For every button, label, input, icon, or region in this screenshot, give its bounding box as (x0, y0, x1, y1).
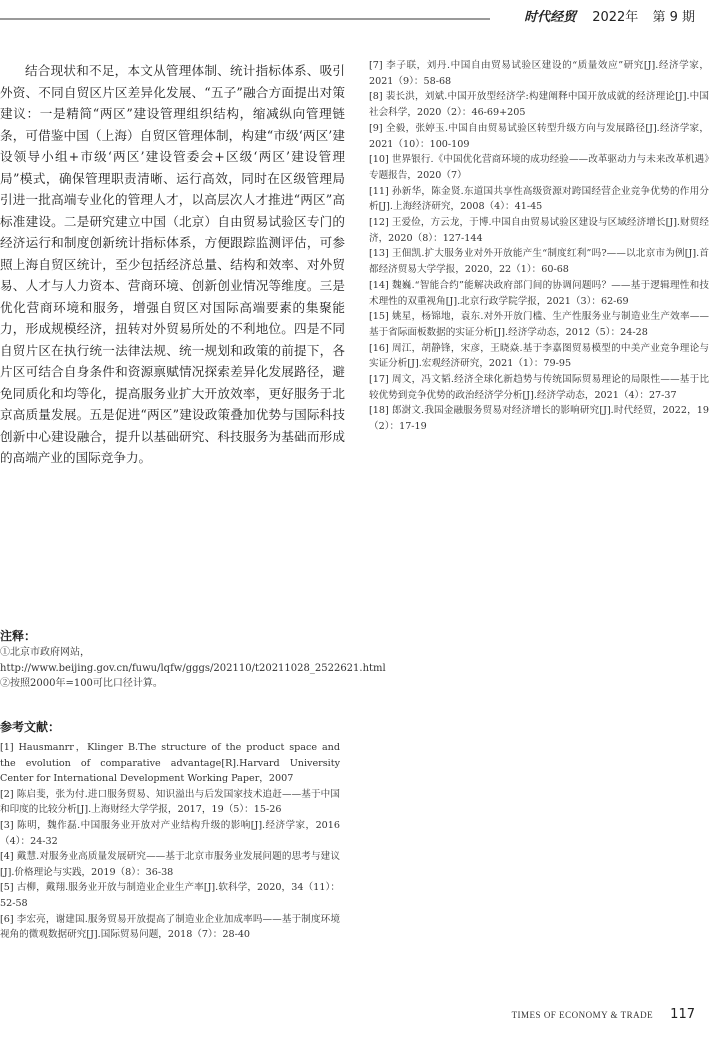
reference-item: [10] 世界银行.《中国优化营商环境的成功经验——改革驱动力与未来改革机遇》专题报告，2020（7） (369, 154, 709, 181)
reference-item: [6] 李宏亮，谢建国.服务贸易开放提高了制造业企业加成率吗——基于制度环境视角的微观数据研究[J].国际贸易问题，2018（7）：28-40 (0, 913, 340, 941)
reference-item: [13] 王佃凯.扩大服务业对外开放能产生“制度红利”吗?——以北京市为例[J].首都经济贸易大学学报，2020，22（1）：60-68 (369, 248, 709, 276)
reference-item: [3] 陈明，魏作磊.中国服务业开放对产业结构升级的影响[J].经济学家，2016（4）：24-32 (0, 819, 340, 847)
reference-item: [17] 周文，冯文韬.经济全球化新趋势与传统国际贸易理论的局限性——基于比较优势到竞争优势的政治经济学分析[J].经济学动态，2021（4）：27-37 (369, 374, 709, 401)
reference-item: [15] 姚星，杨锦地，袁东.对外开放门槛、生产性服务业与制造业生产效率——基于省际面板数据的实证分析[J].经济学动态，2012（5）：24-28 (369, 311, 709, 338)
notes-list (0, 645, 386, 692)
reference-item: [12] 王爱俭，方云龙，于博.中国自由贸易试验区建设与区域经济增长[J].财贸经济，2020（8）：127-144 (369, 217, 709, 244)
references-title: 参考文献： (0, 720, 61, 734)
page-footer (512, 1003, 695, 1022)
header-rule (0, 18, 490, 20)
magazine-title: 时代经贸 (524, 10, 577, 25)
reference-item: [14] 魏巍.“智能合约”能解决政府部门间的协调问题吗？——基于逻辑理性和技术理性的双重视角[J].北京行政学院学报，2021（3）：62-69 (369, 279, 709, 307)
reference-item: [5] 古柳，戴翔.服务业开放与制造业企业生产率[J].软科学，2020，34（11）：52-58 (0, 882, 340, 909)
right-column (369, 58, 709, 435)
reference-item: [9] 全毅，张婷玉.中国自由贸易试验区转型升级方向与发展路径[J].经济学家，2021（10）：100-109 (369, 122, 709, 150)
reference-item: [2] 陈启斐，张为付.进口服务贸易、知识溢出与后发国家技术追赶——基于中国和印度的比较分析[J].上海财经大学学报，2017，19（5）：15-26 (0, 788, 340, 816)
header-info (524, 6, 695, 25)
reference-item: [18] 郎澍文.我国金融服务贸易对经济增长的影响研究[J].时代经贸，2022，19（2）：17-19 (369, 405, 709, 433)
references-list-left (0, 740, 340, 943)
reference-item: [7] 李子联，刘丹.中国自由贸易试验区建设的“质量效应”研究[J].经济学家，2021（9）：58-68 (369, 60, 709, 87)
reference-item: [8] 裴长洪，刘斌.中国开放型经济学:构建阐释中国开放成就的经济理论[J].中国社会科学，2020（2）：46-69+205 (369, 91, 709, 119)
left-column (0, 60, 386, 941)
page-number: 117 (670, 1007, 695, 1022)
reference-item: [11] 孙新华，陈金贤.东道国共享性高级资源对跨国经营企业竞争优势的作用分析[J].上海经济研究，2008（4）：41-45 (369, 185, 709, 213)
issue-year: 2022年 (592, 10, 639, 25)
footer-magazine-name: TIMES OF ECONOMY & TRADE (511, 1010, 654, 1020)
page-header (0, 4, 709, 32)
issue-number: 第 9 期 (652, 10, 695, 25)
note-item: ②按照2000年=100可比口径计算。 (0, 678, 163, 689)
reference-item: [4] 戴慧.对服务业高质量发展研究——基于北京市服务业发展问题的思考与建议[J].价格理论与实践，2019（8）：36-38 (0, 851, 340, 878)
body-paragraph: 结合现状和不足，本文从管理体制、统计指标体系、吸引外资、不同自贸区片区差异化发展、“五子”融合方面提出对策建议：一是精简“两区”建设管理组织结构，缩减纵向管理链条，可借鉴中国（上海）自贸区管理体制，构建“市级‘两区’建设领导小组+市级‘两区’建设管委会+区级‘两区’建设管理局”模式，确保管理职责清晰、运行高效，同时在区级管理局引进一批高端专业化的管理人才，以高层次人才推进“两区”高标准建设。二是研究建立中国（北京）自由贸易试验区专门的经济运行和制度创新统计指标体系，方便跟踪监测评估，可参照上海自贸区统计，至少包括经济总量、结构和效率、对外贸易、人才与人力资本、营商环境、创新创业情况等维度。三是优化营商环境和服务，增强自贸区对国际高端要素的集聚能力，形成规模经济，扭转对外贸易所处的不利地位。四是不同自贸片区在执行统一法律法规、统一规划和政策的前提下，各片区可结合自身条件和资源禀赋情况探索差异化发展路径，避免同质化和均等化，提高服务业扩大开放效率，更好服务于北京高质量发展。五是促进“两区”建设政策叠加优势与国际科技创新中心建设融合，提升以基础研究、科技服务为基础而形成的高端产业的国际竞争力。 (0, 63, 345, 465)
reference-item: [1] Hausmanrr，Klinger B.The structure of the product space and the evolution of comparative advantage[R].Harvard University Center for International Development Working Paper，2007 (0, 742, 340, 785)
reference-item: [16] 周江，胡静锋，宋彦，王晓焱.基于李嘉图贸易模型的中美产业竞争理论与实证分析[J].宏观经济研究，2021（1）：79-95 (369, 342, 709, 370)
notes-title: 注释： (0, 629, 37, 643)
note-item: ①北京市政府网站，http://www.beijing.gov.cn/fuwu/lqfw/gggs/202110/t20211028_2522621.html (0, 647, 386, 674)
